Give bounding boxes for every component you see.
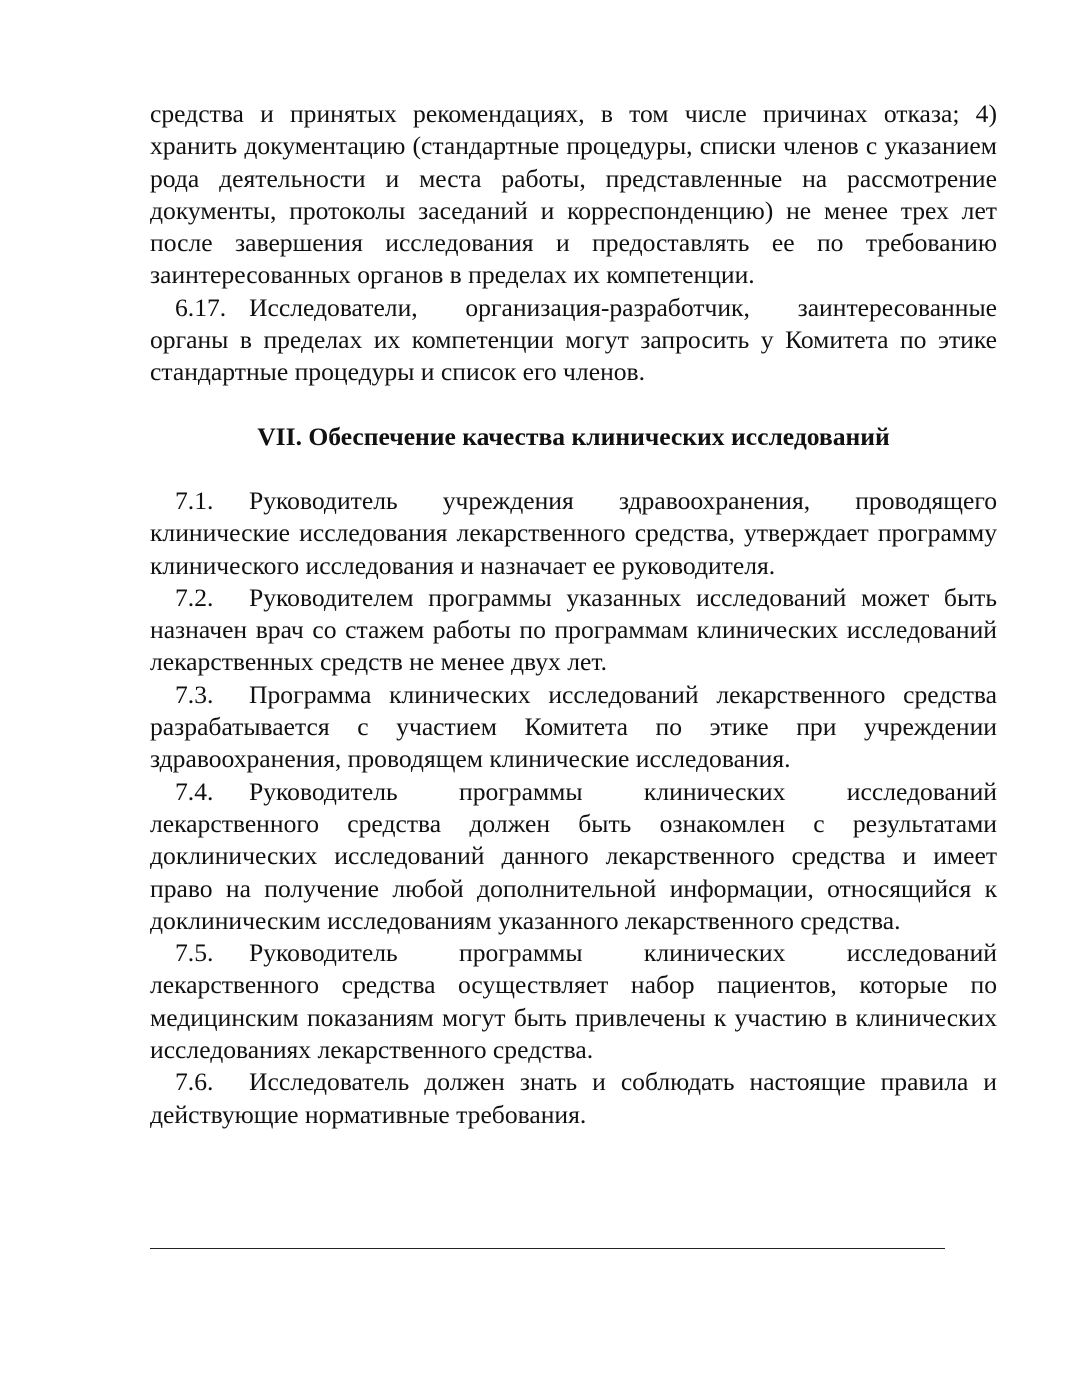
- item-number: 7.6.: [175, 1067, 214, 1097]
- item-7-3: [150, 679, 997, 776]
- item-text: Исследователи, организация-разработчик, заинтересованные органы в пределах их компетенции могут запросить у Комитета по этике стандартные процедуры и список его членов.: [150, 292, 997, 387]
- item-text: Руководителем программы указанных исследований может быть назначен врач со стажем работы по программам клинических исследований лекарственных средств не менее двух лет.: [150, 582, 997, 677]
- document-page: [150, 98, 997, 1131]
- item-number: 7.1.: [175, 485, 214, 515]
- item-text: Программа клинических исследований лекарственного средства разрабатывается с участием Комитета по этике при учреждении здравоохранения, проводящем клинические исследования.: [150, 679, 997, 774]
- item-number: 7.5.: [175, 938, 214, 968]
- continuation-paragraph: средства и принятых рекомендациях, в том числе причинах отказа; 4) хранить документацию (стандартные процедуры, списки членов с указанием рода деятельности и места работы, представленные на рассмотрение документы, протоколы заседаний и корреспонденцию) не менее трех лет после завершения исследования и предоставлять ее по требованию заинтересованных органов в пределах их компетенции.: [150, 99, 997, 290]
- item-7-5: [150, 937, 997, 1066]
- item-text: Руководитель программы клинических исследований лекарственного средства должен быть ознакомлен с результатами доклинических исследований данного лекарственного средства и имеет право на получение любой дополнительной информации, относящийся к доклиническим исследованиям указанного лекарственного средства.: [150, 776, 997, 935]
- item-text: Руководитель учреждения здравоохранения, проводящего клинические исследования лекарственного средства, утверждает программу клинического исследования и назначает ее руководителя.: [150, 485, 997, 580]
- footnote-separator-line: [150, 1248, 945, 1249]
- item-number: 7.2.: [175, 582, 214, 612]
- item-7-2: [150, 582, 997, 679]
- section-title: VII. Обеспечение качества клинических исследований: [257, 421, 890, 451]
- item-number: 7.3.: [175, 679, 214, 709]
- item-text: Руководитель программы клинических исследований лекарственного средства осуществляет набор пациентов, которые по медицинским показаниям могут быть привлечены к участию в клинических исследованиях лекарственного средства.: [150, 938, 997, 1065]
- item-number: 7.4.: [175, 776, 214, 806]
- item-7-4: [150, 776, 997, 937]
- item-text: Исследователь должен знать и соблюдать настоящие правила и действующие нормативные требования.: [150, 1067, 997, 1129]
- item-7-1: [150, 485, 997, 582]
- item-number: 6.17.: [175, 292, 227, 322]
- item-7-6: [150, 1066, 997, 1131]
- item-6-17: [150, 292, 997, 389]
